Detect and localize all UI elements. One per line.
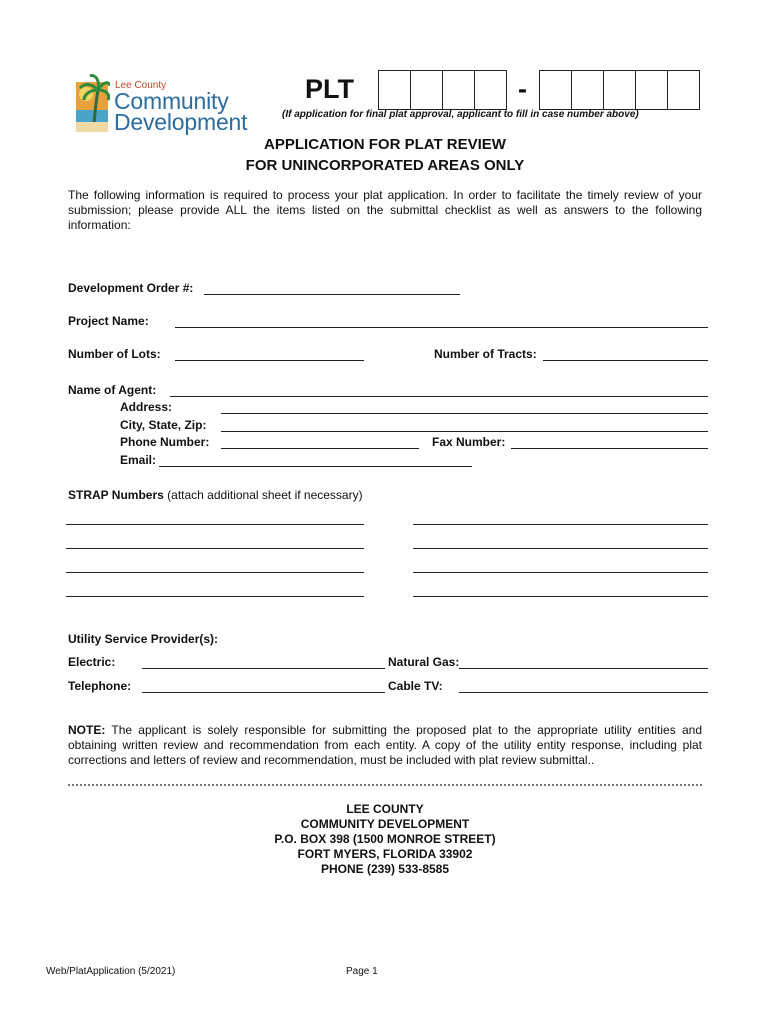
strap-field-4[interactable] — [413, 548, 708, 549]
case-number-boxes-right[interactable] — [539, 70, 699, 110]
case-digit-box[interactable] — [603, 70, 636, 110]
cable-tv-field[interactable] — [459, 692, 708, 693]
strap-field-7[interactable] — [66, 596, 364, 597]
strap-field-6[interactable] — [413, 572, 708, 573]
cable-tv-label: Cable TV: — [388, 679, 443, 693]
form-title-line1: APPLICATION FOR PLAT REVIEW — [264, 136, 506, 153]
telephone-label: Telephone: — [68, 679, 132, 693]
electric-label: Electric: — [68, 655, 116, 669]
project-name-field[interactable] — [175, 327, 708, 328]
case-digit-box[interactable] — [571, 70, 604, 110]
fax-number-label: Fax Number: — [432, 435, 506, 449]
note-paragraph — [68, 723, 702, 768]
note-label: NOTE: — [68, 723, 106, 737]
case-separator: - — [518, 74, 527, 104]
case-digit-box[interactable] — [539, 70, 572, 110]
palm-tree-icon — [74, 72, 110, 134]
email-label: Email: — [120, 453, 157, 467]
telephone-field[interactable] — [142, 692, 385, 693]
case-number-boxes-left[interactable] — [378, 70, 506, 110]
strap-field-8[interactable] — [413, 596, 708, 597]
number-of-lots-label: Number of Lots: — [68, 347, 161, 361]
case-digit-box[interactable] — [410, 70, 443, 110]
form-title-line2: FOR UNINCORPORATED AREAS ONLY — [245, 157, 525, 174]
intro-paragraph: The following information is required to process your plat application. In order to facilitate the timely review of your submission; please provide ALL the items listed on the submittal checklist as well as answers to the following information: — [68, 188, 702, 232]
number-of-tracts-label: Number of Tracts: — [434, 347, 537, 361]
electric-field[interactable] — [142, 668, 385, 669]
city-state-zip-label: City, State, Zip: — [120, 418, 207, 432]
phone-number-label: Phone Number: — [120, 435, 210, 449]
strap-field-2[interactable] — [413, 524, 708, 525]
strap-field-1[interactable] — [66, 524, 364, 525]
number-of-tracts-field[interactable] — [543, 360, 708, 361]
address-line4: FORT MYERS, FLORIDA 33902 — [297, 847, 473, 861]
strap-hint: (attach additional sheet if necessary) — [167, 488, 363, 502]
case-digit-box[interactable] — [378, 70, 411, 110]
address-label: Address: — [120, 400, 173, 414]
development-order-label: Development Order #: — [68, 281, 194, 295]
case-digit-box[interactable] — [442, 70, 475, 110]
logo-line2: Development — [114, 109, 248, 135]
address-line2: COMMUNITY DEVELOPMENT — [300, 817, 470, 831]
case-digit-box[interactable] — [667, 70, 700, 110]
case-digit-box[interactable] — [635, 70, 668, 110]
number-of-lots-field[interactable] — [175, 360, 364, 361]
address-line1: LEE COUNTY — [346, 802, 424, 816]
natural-gas-label: Natural Gas: — [388, 655, 460, 669]
address-line5: PHONE (239) 533-8585 — [320, 862, 450, 876]
strap-field-5[interactable] — [66, 572, 364, 573]
development-order-field[interactable] — [204, 294, 460, 295]
lee-county-logo — [74, 72, 248, 135]
logo-line1: Community — [114, 88, 229, 114]
dotted-divider — [68, 784, 702, 786]
case-prefix: PLT — [305, 74, 354, 104]
page-number: Page 1 — [346, 966, 378, 977]
address-line3: P.O. BOX 398 (1500 MONROE STREET) — [274, 832, 496, 846]
utility-heading: Utility Service Provider(s): — [68, 632, 219, 646]
agent-name-label: Name of Agent: — [68, 383, 157, 397]
phone-number-field[interactable] — [221, 448, 419, 449]
strap-label: STRAP Numbers — [68, 488, 164, 502]
fax-number-field[interactable] — [511, 448, 708, 449]
project-name-label: Project Name: — [68, 314, 149, 328]
note-text: The applicant is solely responsible for submitting the proposed plat to the appropriate utility entities and obtaining written review and recommendation from each entity. A copy of the utility entity response, including plat corrections and letters of review and recommendation, must be included with plat review submittal.. — [68, 723, 702, 767]
email-field[interactable] — [159, 466, 472, 467]
logo-county-text: Lee County — [115, 80, 167, 91]
form-id: Web/PlatApplication (5/2021) — [46, 966, 176, 977]
address-field[interactable] — [221, 413, 708, 414]
strap-field-3[interactable] — [66, 548, 364, 549]
case-number-note: (If application for final plat approval, applicant to fill in case number above) — [282, 109, 639, 120]
city-state-zip-field[interactable] — [221, 431, 708, 432]
agent-name-field[interactable] — [170, 396, 708, 397]
case-digit-box[interactable] — [474, 70, 507, 110]
strap-numbers-heading — [68, 488, 363, 502]
natural-gas-field[interactable] — [459, 668, 708, 669]
